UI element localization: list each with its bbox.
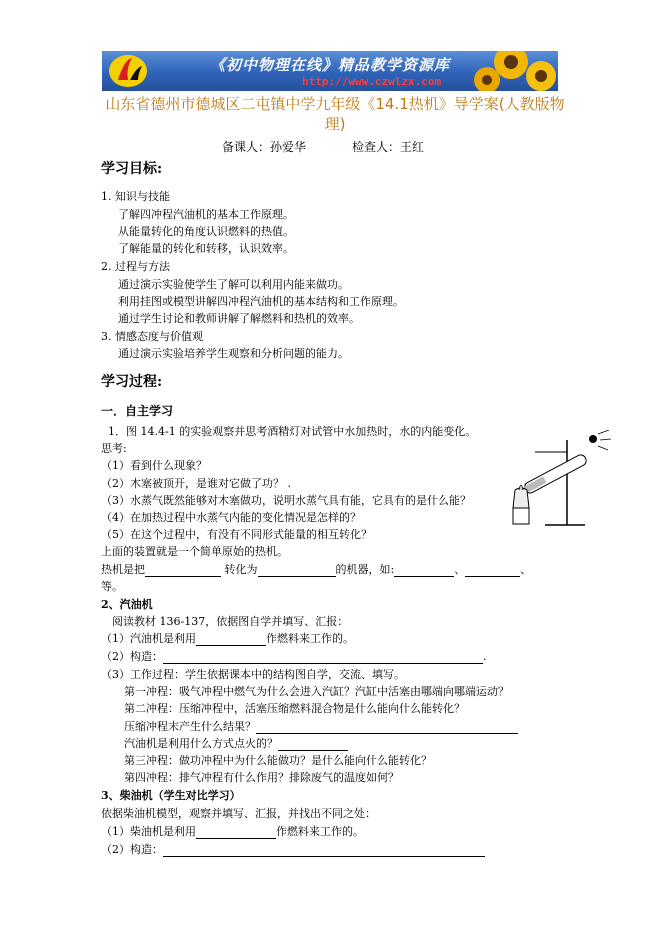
objective-item: 通过演示实验使学生了解可以利用内能来做功。 [118,278,349,291]
work-process-question: （3）工作过程：学生依据课本中的结构图自学，交流、填写。 [101,668,405,681]
section-3-intro: 依据柴油机模型，观察并填写、汇报，并找出不同之处： [101,807,376,820]
objective-item: 通过学生讨论和教师讲解了解燃料和热机的效率。 [118,312,360,325]
objective-section-2: 2. 过程与方法 [101,260,170,273]
blank-input[interactable] [258,564,336,577]
document-title: 山东省德州市德城区二屯镇中学九年级《14.1热机》导学案(人教版物理) [105,95,565,133]
think-question: （5）在这个过程中，有没有不同形式能量的相互转化？ [101,528,372,541]
objective-section-1: 1. 知识与技能 [101,190,170,203]
objective-item: 了解四冲程汽油机的基本工作原理。 [118,208,294,221]
diesel-structure-question: （2）构造： [101,843,485,857]
objective-item: 从能量转化的角度认识燃料的热值。 [118,225,294,238]
think-question: （2）木塞被顶开，是谁对它做了功？ . [101,477,291,490]
objective-item: 了解能量的转化和转移，认识效率。 [118,242,294,255]
stroke-question: 第三冲程：做功冲程中为什么能做功？是什么能向什么能转化？ [124,754,432,767]
gasoline-structure-question: （2）构造： . [101,650,487,663]
question-1: 1．图 14.4-1 的实验观察并思考酒精灯对试管中水加热时，水的内能变化。 [108,425,477,438]
site-logo-icon [108,54,148,88]
blank-input[interactable] [256,721,518,734]
blank-input[interactable] [196,633,266,646]
blank-input[interactable] [145,564,221,577]
think-question: （4）在加热过程中水蒸气内能的变化情况是怎样的？ [101,511,361,524]
stroke-question: 第一冲程：吸气冲程中燃气为什么会进入汽缸？汽缸中活塞由哪端向哪端运动？ [124,685,509,698]
heat-engine-definition: 热机是把 转化为 的机器，如: 、 、 [101,563,532,576]
stroke-question: 第二冲程：压缩冲程中，活塞压缩燃料混合物是什么能向什么能转化？ [124,702,465,715]
preparer: 备课人：孙爱华 [222,140,307,154]
blank-input[interactable] [465,564,520,577]
authors-line [222,138,424,155]
objective-item: 利用挂图或模型讲解四冲程汽油机的基本结构和工作原理。 [118,295,404,308]
definition-end: 等。 [101,580,123,593]
ignition-question: 汽油机是利用什么方式点火的？ [124,737,348,751]
section-2-intro: 阅读教材 136-137，依据图自学并填写、汇报： [112,615,349,628]
section-2-heading: 2、汽油机 [101,598,153,611]
summary-line: 上面的装置就是一个简单原始的热机。 [101,545,288,558]
objectives-heading: 学习目标: [101,161,163,177]
blank-input[interactable] [163,651,483,664]
objective-item: 通过演示实验培养学生观察和分析问题的能力。 [118,347,349,360]
part1-heading: 一．自主学习 [101,404,174,418]
header-banner [102,51,558,91]
banner-title: 《初中物理在线》精品教学资源库 [210,56,451,74]
test-tube-apparatus-illustration [505,430,615,530]
gasoline-fuel-question: （1）汽油机是利用 作燃料来工作的。 [101,632,354,645]
objective-section-3: 3. 情感态度与价值观 [101,330,203,343]
think-question: （3）水蒸气既然能够对木塞做功，说明水蒸气具有能，它具有的是什么能？ [101,494,471,507]
process-heading: 学习过程: [101,374,163,390]
checker: 检查人：王红 [352,140,425,154]
blank-input[interactable] [163,844,485,857]
diesel-fuel-question: （1）柴油机是利用 作燃料来工作的。 [101,825,364,838]
section-3-heading: 3、柴油机（学生对比学习） [101,789,241,802]
stroke-question: 第四冲程：排气冲程有什么作用？排除废气的温度如何？ [124,771,399,784]
think-label: 思考: [101,442,127,455]
think-question: （1）看到什么现象？ [101,459,207,472]
blank-input[interactable] [394,564,454,577]
blank-input[interactable] [196,826,276,839]
blank-input[interactable] [278,738,348,751]
banner-url[interactable]: http://www.czwlzx.com [302,75,442,88]
compression-result-question: 压缩冲程末产生什么结果？ [124,720,518,734]
